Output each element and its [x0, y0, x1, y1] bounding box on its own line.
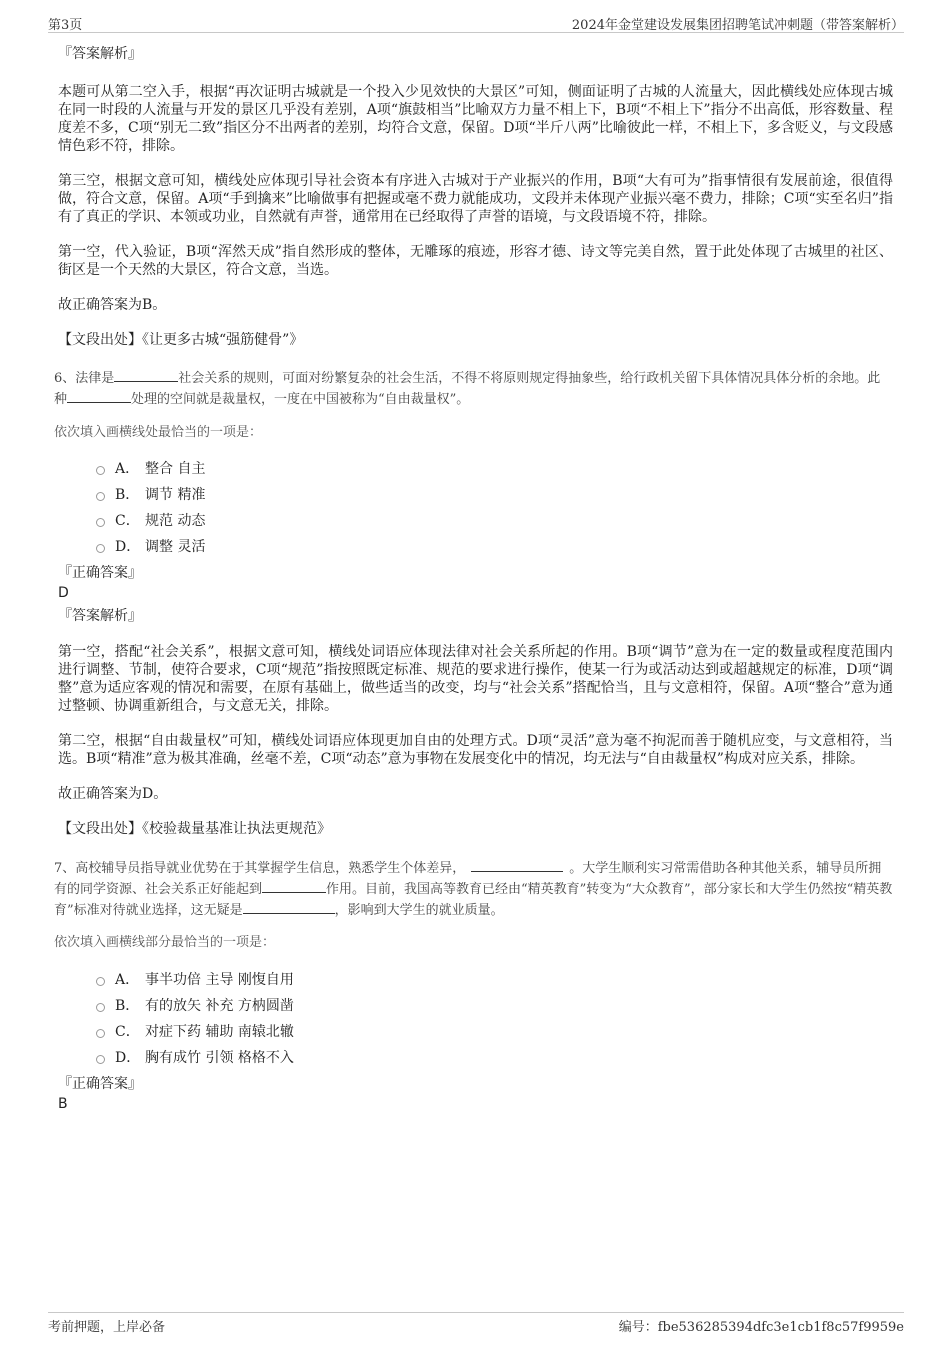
option-d[interactable]: D． 调整 灵活 — [96, 533, 893, 559]
radio-icon[interactable] — [96, 518, 105, 527]
radio-icon[interactable] — [96, 1029, 105, 1038]
radio-icon[interactable] — [96, 466, 105, 475]
option-d[interactable]: D． 胸有成竹 引领 格格不入 — [96, 1044, 893, 1070]
radio-icon[interactable] — [96, 492, 105, 501]
answer-blank — [243, 900, 335, 914]
option-b[interactable]: B． 有的放矢 补充 方枘圆凿 — [96, 992, 893, 1018]
page-footer — [48, 1312, 904, 1333]
page-number: 第3页 — [48, 18, 83, 33]
page-content — [54, 44, 893, 1112]
analysis-heading: 『答案解析』 — [58, 608, 142, 624]
document-title: 2024年金堂建设发展集团招聘笔试冲刺题（带答案解析） — [571, 18, 904, 33]
analysis-paragraph: 本题可从第二空入手，根据“再次证明古城就是一个投入少见效快的大景区”可知，侧面证明了古城的人流量大，因此横线处应体现古城在同一时段的人流量与开发的景区几乎没有差别，A项“旗鼓相当”比喻双方力量不相上下，B项“不相上下”指分不出高低，形容数量、程度差不多，C项“别无二致”指区分不出两者的差别，均符合文意，保留。D项“半斤八两”比喻彼此一样，不相上下，多含贬义，与文段感情色彩不符，排除。 — [58, 84, 893, 154]
option-b[interactable]: B． 调节 精准 — [96, 481, 893, 507]
answer-blank — [471, 858, 563, 872]
radio-icon[interactable] — [96, 1003, 105, 1012]
correct-answer-heading: 『正确答案』 — [58, 1076, 142, 1092]
source-citation: 【文段出处】《校验裁量基准让执法更规范》 — [58, 821, 331, 837]
option-a[interactable]: A． 整合 自主 — [96, 455, 893, 481]
question-prompt: 依次填入画横线处最恰当的一项是： — [54, 425, 263, 440]
analysis-paragraph: 第一空，代入验证，B项“浑然天成”指自然形成的整体，无雕琢的痕迹，形容才德、诗文等完美自然，置于此处体现了古城里的社区、街区是一个天然的大景区，符合文意，当选。 — [58, 244, 893, 278]
question-7-options — [96, 966, 893, 1070]
analysis-conclusion: 故正确答案为D。 — [58, 786, 168, 802]
option-c[interactable]: C． 规范 动态 — [96, 507, 893, 533]
footer-slogan: 考前押题，上岸必备 — [48, 1320, 166, 1335]
radio-icon[interactable] — [96, 977, 105, 986]
question-6-text: 6、法律是 社会关系的规则，可面对纷繁复杂的社会生活，不得不将原则规定得抽象些，给行政机关留下具体情况具体分析的余地。此种 处理的空间就是裁量权，一度在中国被称为“自由裁量权”。 — [54, 368, 893, 410]
analysis-paragraph: 第一空，搭配“社会关系”，根据文意可知，横线处词语应体现法律对社会关系所起的作用。B项“调节”意为在一定的数量或程度范围内进行调整、节制，使符合要求，C项“规范”指按照既定标准、规范的要求进行操作，使某一行为或活动达到或超越规定的标准，D项“调整”意为适应客观的情况和需要，在原有基础上，做些适当的改变，均与“社会关系”搭配恰当，且与文意相符，保留。A项“整合”意为通过整顿、协调重新组合，与文意无关，排除。 — [58, 644, 893, 714]
option-a[interactable]: A． 事半功倍 主导 刚愎自用 — [96, 966, 893, 992]
question-prompt: 依次填入画横线部分最恰当的一项是： — [54, 935, 276, 950]
analysis-heading: 『答案解析』 — [58, 46, 142, 62]
analysis-paragraph: 第二空，根据“自由裁量权”可知，横线处词语应体现更加自由的处理方式。D项“灵活”意为毫不拘泥而善于随机应变，与文意相符，当选。B项“精准”意为极其准确，丝毫不差，C项“动态”意为事物在发展变化中的情况，均无法与“自由裁量权”构成对应关系，排除。 — [58, 733, 893, 767]
correct-answer: D — [58, 585, 69, 601]
analysis-conclusion: 故正确答案为B。 — [58, 297, 167, 313]
correct-answer-heading: 『正确答案』 — [58, 565, 142, 581]
page-header — [48, 14, 904, 33]
analysis-paragraph: 第三空，根据文意可知，横线处应体现引导社会资本有序进入古城对于产业振兴的作用，B项“大有可为”指事情很有发展前途，很值得做，符合文意，保留。A项“手到擒来”比喻做事有把握或毫不费力就能成功，文段并未体现产业振兴毫不费力，排除；C项“实至名归”指有了真正的学识、本领或功业，自然就有声誉，通常用在已经取得了声誉的语境，与文段语境不符，排除。 — [58, 173, 893, 225]
question-6-options — [96, 455, 893, 559]
radio-icon[interactable] — [96, 1055, 105, 1064]
option-c[interactable]: C． 对症下药 辅助 南辕北辙 — [96, 1018, 893, 1044]
radio-icon[interactable] — [96, 544, 105, 553]
source-citation: 【文段出处】《让更多古城“强筋健骨”》 — [58, 332, 304, 348]
answer-blank — [262, 879, 326, 893]
answer-blank — [67, 389, 131, 403]
correct-answer: B — [58, 1096, 68, 1112]
question-7-text: 7、高校辅导员指导就业优势在于其掌握学生信息，熟悉学生个体差异， 。大学生顺利实习常需借助各种其他关系，辅导员所拥有的同学资源、社会关系正好能起到 作用。目前，我国高等教育已经由“精英教育”转变为“大众教育”，部分家长和大学生仍然按“精英教育”标准对待就业选择，这无疑是 ，影响到大学生的就业质量。 — [54, 858, 893, 921]
answer-blank — [114, 368, 178, 382]
document-id: 编号：fbe536285394dfc3e1cb1f8c57f9959e — [618, 1320, 904, 1335]
